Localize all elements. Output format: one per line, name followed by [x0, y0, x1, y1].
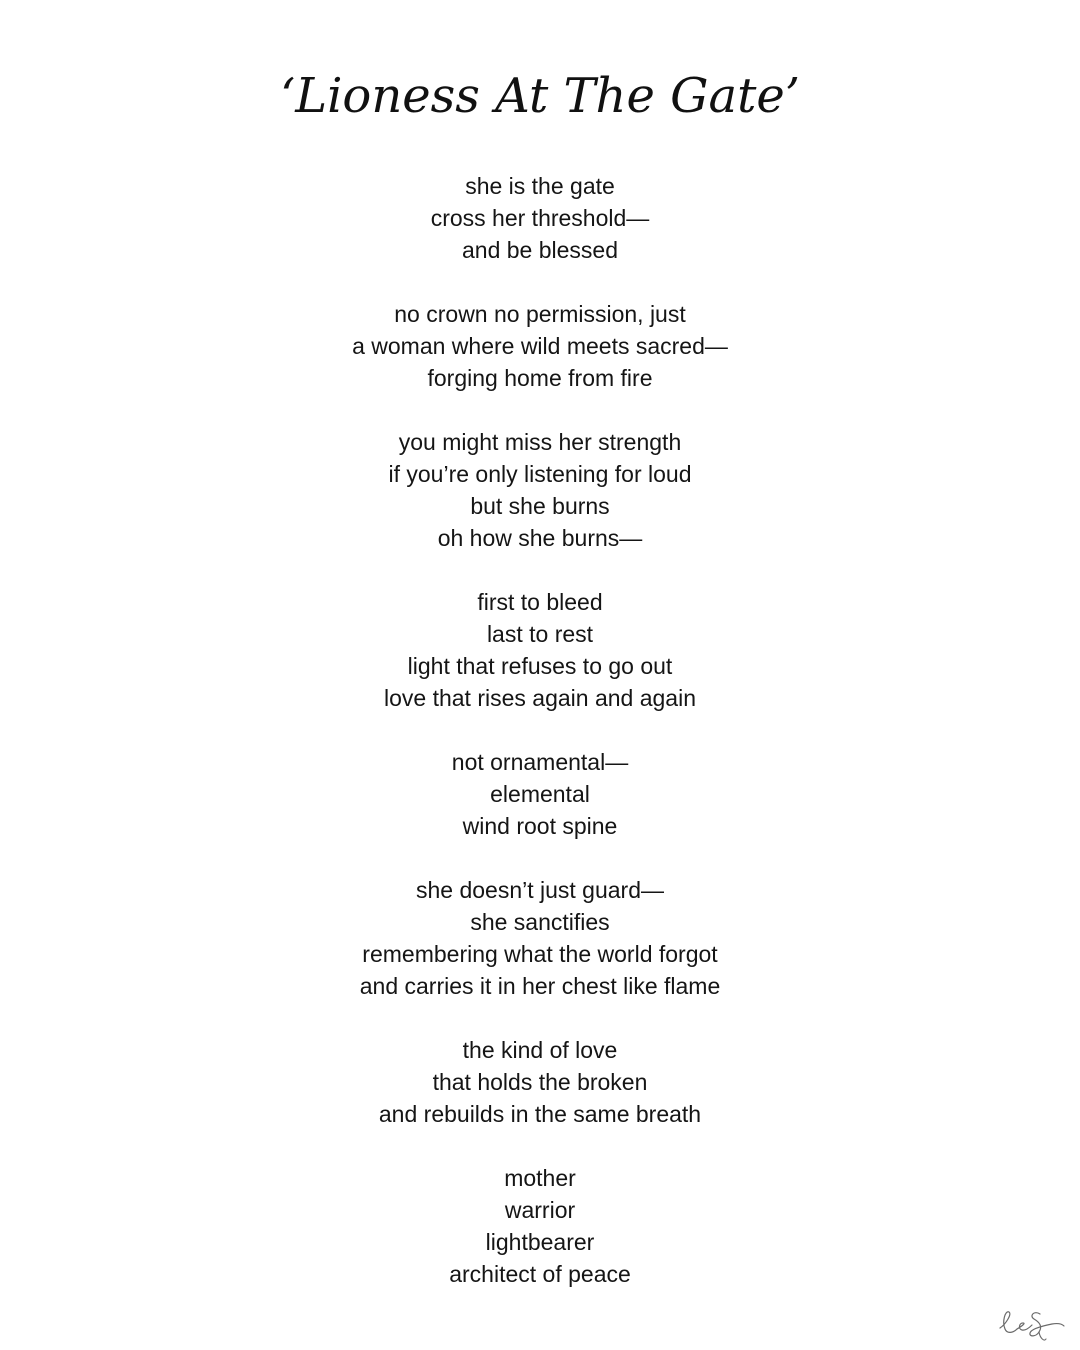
- poem-line: she is the gate: [465, 173, 615, 199]
- poem-line: she sanctifies: [470, 909, 610, 935]
- stanza-8: [0, 1162, 1080, 1290]
- poem-line: the kind of love: [462, 1037, 618, 1063]
- poem-line: and be blessed: [461, 237, 618, 263]
- poem-line: a woman where wild meets sacred—: [352, 333, 728, 359]
- stanza-7: [0, 1034, 1080, 1130]
- poem-line: wind root spine: [462, 813, 618, 839]
- poem-line: lightbearer: [485, 1229, 595, 1255]
- poem-line: and rebuilds in the same breath: [378, 1101, 702, 1127]
- poem-line: love that rises again and again: [384, 685, 696, 711]
- poem-line: oh how she burns—: [437, 525, 643, 551]
- signature-monogram-icon: [996, 1302, 1070, 1346]
- poem-line: light that refuses to go out: [407, 653, 673, 679]
- poem-title: ‘Lioness At The Gate’: [279, 68, 801, 124]
- poem-line: architect of peace: [449, 1261, 631, 1287]
- poem-line: forging home from fire: [427, 365, 653, 391]
- poem-line: that holds the broken: [432, 1069, 648, 1095]
- poem-line: first to bleed: [477, 589, 603, 615]
- poem-line: cross her threshold—: [430, 205, 650, 231]
- poem-line: warrior: [504, 1197, 576, 1223]
- poem-line: and carries it in her chest like flame: [359, 973, 721, 999]
- poem-body: [0, 170, 1080, 1322]
- stanza-3: [0, 426, 1080, 554]
- poem-line: you might miss her strength: [398, 429, 682, 455]
- poem-line: remembering what the world forgot: [362, 941, 718, 967]
- poem-line: not ornamental—: [451, 749, 629, 775]
- poem-line: no crown no permission, just: [394, 301, 686, 327]
- stanza-5: [0, 746, 1080, 842]
- poem-line: elemental: [490, 781, 590, 807]
- poem-line: but she burns: [470, 493, 610, 519]
- poem-line: if you’re only listening for loud: [388, 461, 692, 487]
- poem-line: last to rest: [486, 621, 594, 647]
- stanza-1: [0, 170, 1080, 266]
- stanza-6: [0, 874, 1080, 1002]
- poem-line: mother: [504, 1165, 576, 1191]
- stanza-2: [0, 298, 1080, 394]
- poem-line: she doesn’t just guard—: [415, 877, 665, 903]
- stanza-4: [0, 586, 1080, 714]
